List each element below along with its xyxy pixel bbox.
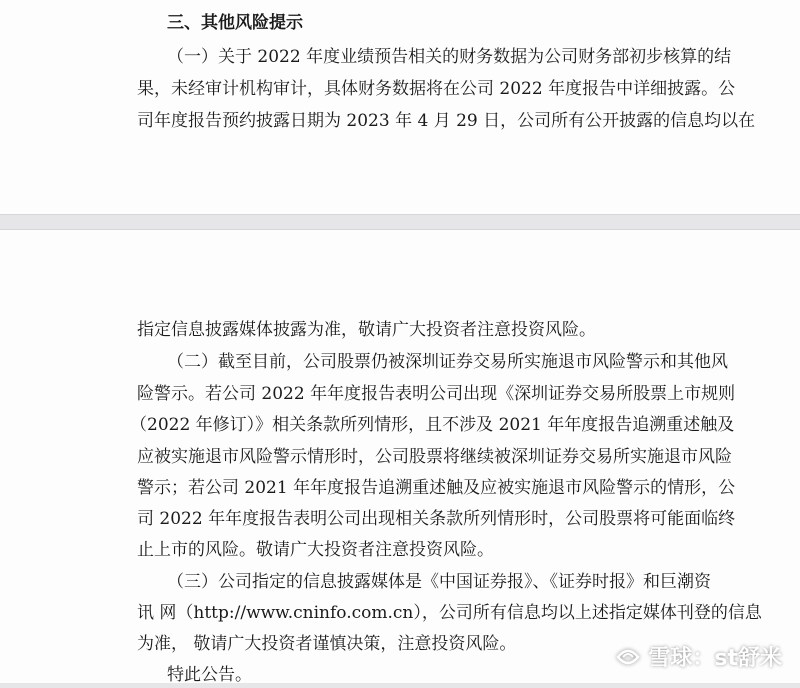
- snowball-logo-icon: [614, 643, 642, 671]
- document-page-1: [0, 0, 800, 215]
- watermark-text: 雪球：st舒米: [648, 646, 782, 671]
- paragraph-line: 险警示。若公司 2022 年年度报告表明公司出现《深圳证券交易所股票上市规则: [137, 384, 736, 404]
- paragraph-line: （2022 年修订）》相关条款所列情形，且不涉及 2021 年年度报告追溯重述触及: [130, 415, 735, 435]
- paragraph-line: 警示；若公司 2021 年年度报告追溯重述触及应被实施退市风险警示的情形，公: [137, 478, 736, 498]
- watermark: [614, 641, 782, 672]
- section-heading: 三、其他风险提示: [167, 13, 303, 33]
- paragraph-line: （三）公司指定的信息披露媒体是《中国证券报》、《证券时报》和巨潮资: [167, 572, 711, 592]
- paragraph-line: 司年度报告预约披露日期为 2023 年 4 月 29 日，公司所有公开披露的信息均以在: [137, 111, 756, 131]
- paragraph-line: 止上市的风险。敬请广大投资者注意投资风险。: [137, 540, 494, 560]
- paragraph-line: 果，未经审计机构审计，具体财务数据将在公司 2022 年度报告中详细披露。公: [137, 79, 736, 99]
- document-page-2: [0, 229, 800, 683]
- paragraph-line: 指定信息披露媒体披露为准，敬请广大投资者注意投资风险。: [137, 320, 596, 340]
- paragraph-line: 司 2022 年年度报告表明公司出现相关条款所列情形时，公司股票将可能面临终: [137, 509, 736, 529]
- paragraph-line: 为准， 敬请广大投资者谨慎决策，注意投资风险。: [137, 634, 517, 654]
- paragraph-line: （二）截至目前，公司股票仍被深圳证券交易所实施退市风险警示和其他风: [167, 352, 728, 372]
- paragraph-line: 应被实施退市风险警示情形时，公司股票将继续被深圳证券交易所实施退市风险: [137, 447, 732, 467]
- paragraph-line: 特此公告。: [167, 665, 252, 685]
- paragraph-line: （一）关于 2022 年度业绩预告相关的财务数据为公司财务部初步核算的结: [167, 47, 732, 67]
- paragraph-line: 讯 网（http://www.cninfo.com.cn），公司所有信息均以上述指定媒体刊登的信息: [137, 603, 762, 623]
